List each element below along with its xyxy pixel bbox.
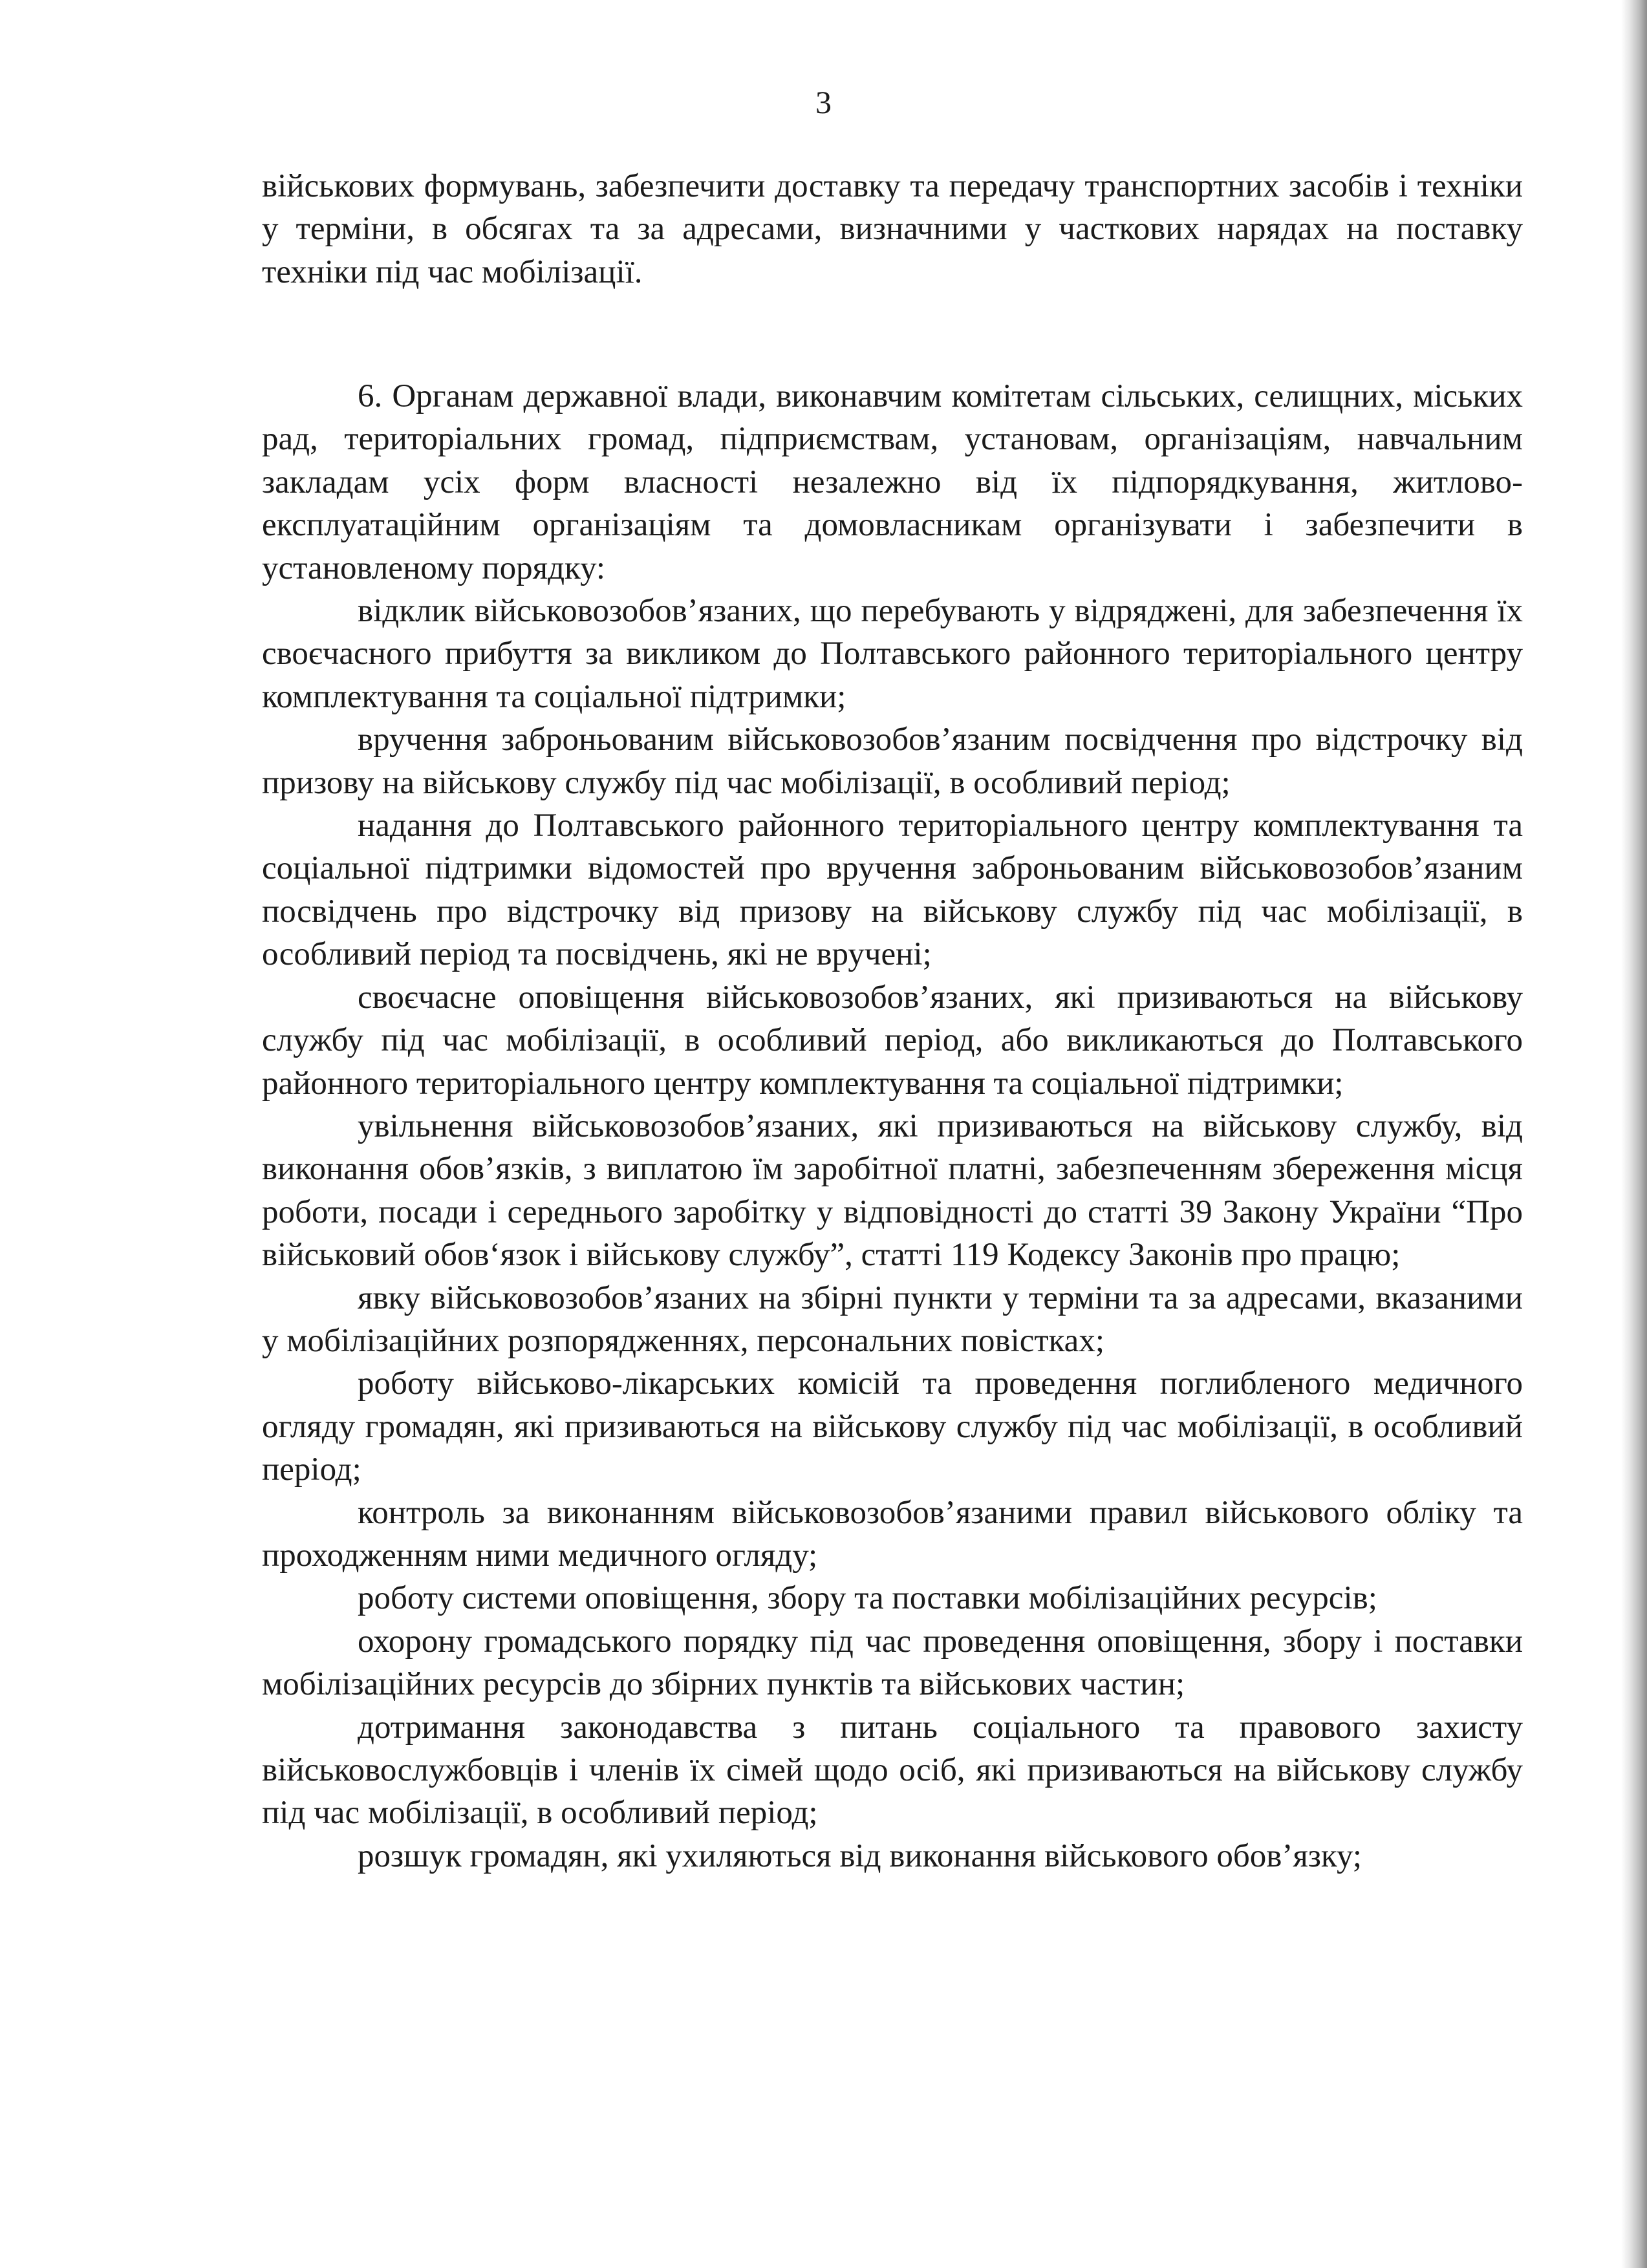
list-item: увільнення військовозобов’язаних, які призиваються на військову службу, від виконання обов’язків, з виплатою їм заробітної платні, забезпеченням збереження місця роботи, посади і середнього заробітку у відповідності до статті 39 Закону України “Про військовий обов‘язок і військову службу”, статті 119 Кодексу Законів про працю; — [262, 1107, 1523, 1274]
continuation-paragraph: військових формувань, забезпечити доставку та передачу транспортних засобів і техніки у терміни, в обсягах та за адресами, визначними у часткових нарядах на поставку техніки під час мобілізації. — [262, 168, 1523, 290]
list-item: відклик військовозобов’язаних, що перебувають у відряджені, для забезпечення їх своєчасного прибуття за викликом до Полтавського районного територіального центру комплектування та соціальної підтримки; — [262, 593, 1523, 715]
continuation-block — [262, 165, 1523, 294]
list-item: дотримання законодавства з питань соціального та правового захисту військовослужбовців і членів їх сімей щодо осіб, які призиваються на військову службу під час мобілізації, в особливий період; — [262, 1709, 1523, 1832]
list-item: надання до Полтавського районного територіального центру комплектування та соціальної підтримки відомостей про вручення заброньованим військовозобов’язаним посвідчень про відстрочку від призову на військову службу під час мобілізації, в особливий період та посвідчень, які не вручені; — [262, 808, 1523, 973]
page-number: 3 — [815, 84, 832, 120]
list-item: явку військовозобов’язаних на збірні пункти у терміни та за адресами, вказаними у мобілізаційних розпорядженнях, персональних повістках; — [262, 1279, 1523, 1359]
list-item: роботу військово-лікарських комісій та проведення поглибленого медичного огляду громадян, які призиваються на військову службу під час мобілізації, в особливий період; — [262, 1365, 1523, 1488]
list-item: роботу системи оповіщення, збору та поставки мобілізаційних ресурсів; — [358, 1580, 1377, 1617]
section-6-intro: 6. Органам державної влади, виконавчим комітетам сільських, селищних, міських рад, територіальних громад, підприємствам, установам, організаціям, навчальним закладам усіх форм власності незалежно від їх підпорядкування, житлово-експлуатаційним організаціям та домовласникам організувати і забезпечити в установленому порядку: — [262, 378, 1523, 586]
list-item: своєчасне оповіщення військовозобов’язаних, які призиваються на військову службу під час мобілізації, в особливий період, або викликаються до Полтавського районного територіального центру комплектування та соціальної підтримки; — [262, 979, 1523, 1102]
list-item: контроль за виконанням військовозобов’язаними правил військового обліку та проходженням ними медичного огляду; — [262, 1494, 1523, 1574]
list-item: вручення заброньованим військовозобов’язаним посвідчення про відстрочку від призову на військову службу під час мобілізації, в особливий період; — [262, 722, 1523, 801]
list-item: охорону громадського порядку під час проведення оповіщення, збору і поставки мобілізаційних ресурсів до збірних пунктів та військових частин; — [262, 1623, 1523, 1703]
section-6 — [262, 375, 1523, 1878]
scan-page-edge — [1621, 0, 1647, 2268]
list-item: розшук громадян, які ухиляються від виконання військового обов’язку; — [358, 1837, 1362, 1874]
